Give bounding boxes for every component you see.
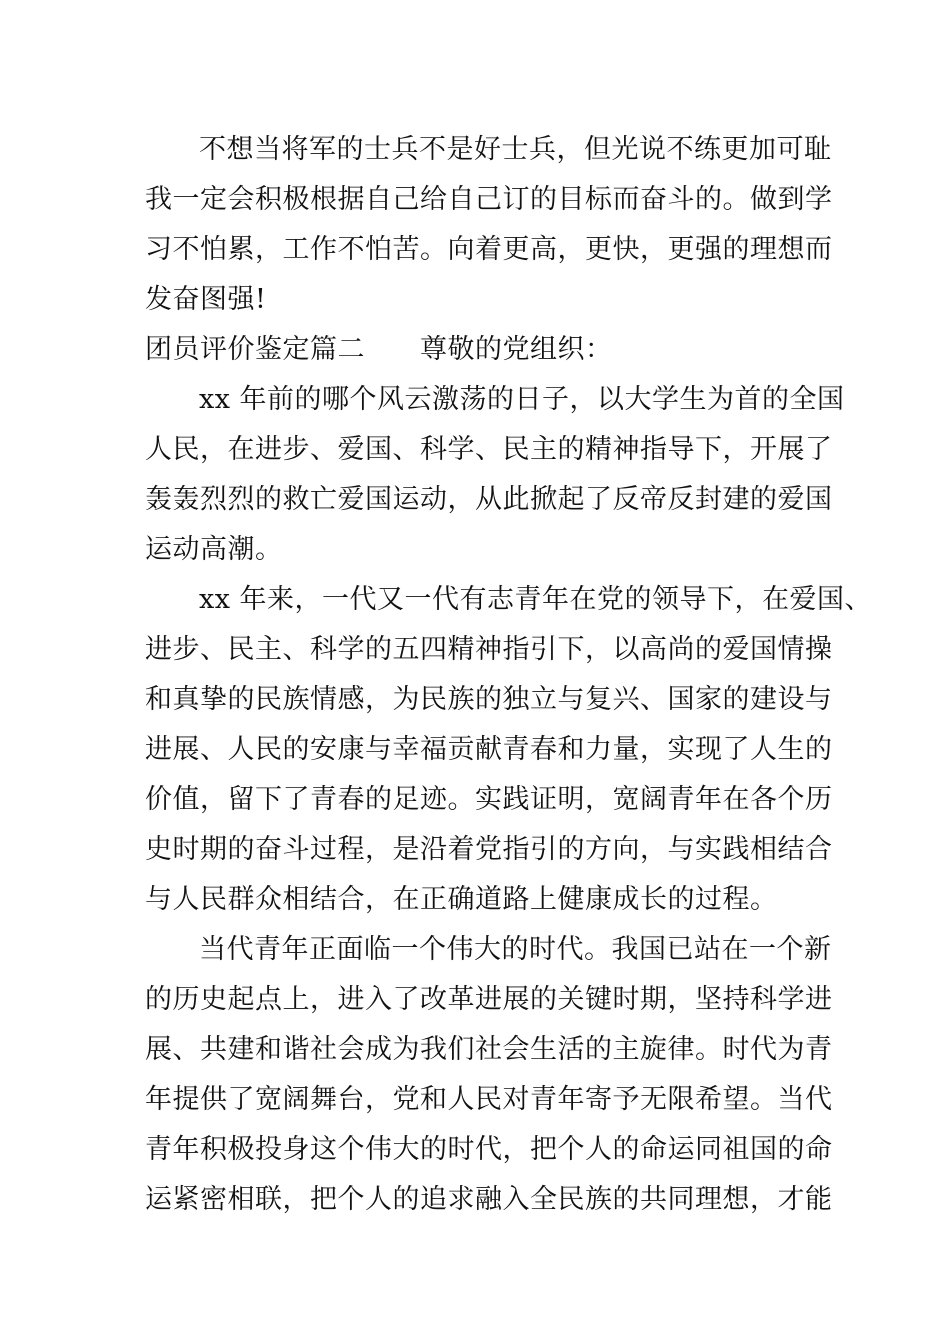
text-line: 进展、人民的安康与幸福贡献青春和力量，实现了人生的 [145,734,833,765]
text-line: xx 年前的哪个风云激荡的日子，以大学生为首的全国 [199,384,845,415]
text-line: 史时期的奋斗过程，是沿着党指引的方向，与实践相结合 [145,834,833,865]
section-heading: 团员评价鉴定篇二 尊敬的党组织： [145,334,613,365]
text-line: 发奋图强! [145,284,267,315]
text-line: 人民，在进步、爱国、科学、民主的精神指导下，开展了 [145,434,833,465]
text-line: 青年积极投身这个伟大的时代，把个人的命运同祖国的命 [145,1134,833,1165]
text-line: 价值，留下了青春的足迹。实践证明，宽阔青年在各个历 [145,784,833,815]
text-line: 当代青年正面临一个伟大的时代。我国已站在一个新 [199,934,832,965]
text-line: 轰轰烈烈的救亡爱国运动，从此掀起了反帝反封建的爱国 [145,484,833,515]
text-line: 运紧密相联，把个人的追求融入全民族的共同理想，才能 [145,1184,833,1215]
text-line: 不想当将军的士兵不是好士兵，但光说不练更加可耻 [199,134,832,165]
text-line: 我一定会积极根据自己给自己订的目标而奋斗的。做到学 [145,184,833,215]
text-line: 展、共建和谐社会成为我们社会生活的主旋律。时代为青 [145,1034,833,1065]
text-line: 和真挚的民族情感，为民族的独立与复兴、国家的建设与 [145,684,833,715]
text-line: 习不怕累，工作不怕苦。向着更高，更快，更强的理想而 [145,234,833,265]
text-line: 年提供了宽阔舞台，党和人民对青年寄予无限希望。当代 [145,1084,833,1115]
text-line: 进步、民主、科学的五四精神指引下，以高尚的爱国情操 [145,634,833,665]
text-line: 运动高潮。 [145,534,283,565]
text-line: xx 年来，一代又一代有志青年在党的领导下，在爱国、 [199,584,873,615]
text-line: 与人民群众相结合，在正确道路上健康成长的过程。 [145,884,778,915]
text-line: 的历史起点上，进入了改革进展的关键时期，坚持科学进 [145,984,833,1015]
